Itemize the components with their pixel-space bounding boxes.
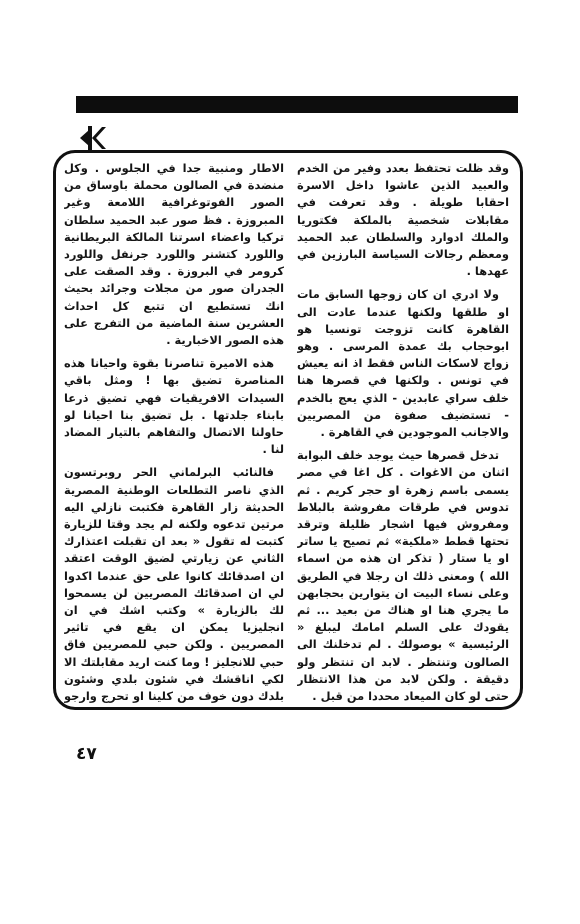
page-number: ٤٧ (76, 744, 97, 764)
paragraph: الاطار ومنبية جدا في الجلوس . وكل منضدة في الصالون محملة باوساق من الصور الفوتوغرافية اللامعة وغير المبروزة . فظ صور عبد الحميد سلطان تركيا واعضاء اسرتنا المالكة البريطانية واللورد كتشنر واللورد جرنفل واللورد كرومر في البروزة . وقد الصقت على الجدران صور من مجلات وجرائد بحيث انك تستطيع ان تتبع كل احداث العشرين سنة الماضية من التفرج على هذه الصور الاخبارية . (64, 161, 284, 348)
k-arrow-logo-icon (78, 126, 106, 150)
text-column-right (297, 160, 509, 705)
paragraph: ولا ادري ان كان زوجها السابق مات او طلقها ولكنها عندما عادت الى القاهرة كانت تزوجت تونسيا هو ابوحجاب بك عمدة المرسى . وهو زواج لاسكات الناس فقط اذ انه يعيش في تونس . ولكنها في قصرها هنا خلف سراي عابدين - الذي يعج بالخدم - تستضيف صفوة من المصريين والاجانب الموجودين في القاهرة . (297, 287, 509, 440)
paragraph: فالنائب البرلماني الحر روبرتسون الذي ناصر التطلعات الوطنية المصرية الحديثة زار القاهرة فكتبت نازلي اليه مرتين تدعوه ولكنه لم يجد وقتا للزيارة كتبت له تقول « بعد ان تقبلت اعتذارك الثاني عن زيارتي لضيق الوقت اعتقد ان اصدقائك كانوا على حق عندما اكدوا لي ان اصدقائك المصريين لن يسمحوا لك بالزيارة » وكتب اشك في ان انجليزيا يمكن ان يقع في تاثير المصريين . ولكن حبي للمصريين فاق حبي للانجليز ! وما كنت اريد مقابلتك الا لكي اناقشك في شئون بلدي وشئون بلدك دون خوف من كلينا او تحرج وارجو (64, 465, 284, 704)
paragraph: وقد ظلت تحتفظ بعدد وفير من الخدم والعبيد الذين عاشوا داخل الاسرة احقابا طويلة . وقد تعرفت في مقابلات شخصية بالملكة فكتوريا والملك ادوارد والسلطان عبد الحميد ومعظم رجالات السياسة البارزين في عهدها . (297, 161, 509, 279)
header-rule (76, 96, 518, 113)
text-column-left (64, 160, 284, 705)
paragraph: تدخل قصرها حيث يوجد خلف البوابة اثنان من الاغوات . كل اغا في مصر يسمى باسم زهرة او حجر كريم . ثم تدوس في طرقات مفروشة بالبلاط ومفروش فيها اشجار ظليلة وترقد تحتها قطط «ملكية» ثم تصيح يا ساتر او يا ستار ( تذكر ان هذه من اسماء الله ) ومعنى ذلك ان رجلا في الطريق وعلى نساء البيت ان يتوارين بحجابهن ما يجري هنا او هناك من بعيد ... ثم يقودك على السلم امامك ليبلغ « الرئيسية » بوصولك . لم تدخلنك الى الصالون وتنتظر . لابد ان تنتظر ولو دقيقة . ولكن لابد من هذا الانتظار حتى لو كان الميعاد محددا من قبل . (297, 448, 509, 704)
paragraph: هذه الاميرة تناصرنا بقوة واحيانا هذه المناصرة تضيق بها ! ومثل باقي السيدات الافريقيات فهي تضيق ذرعا بابناء جلدتها . بل تضيق بنا احيانا لو حاولنا الاتصال والتفاهم بالتيار المضاد لنا . (64, 356, 284, 457)
